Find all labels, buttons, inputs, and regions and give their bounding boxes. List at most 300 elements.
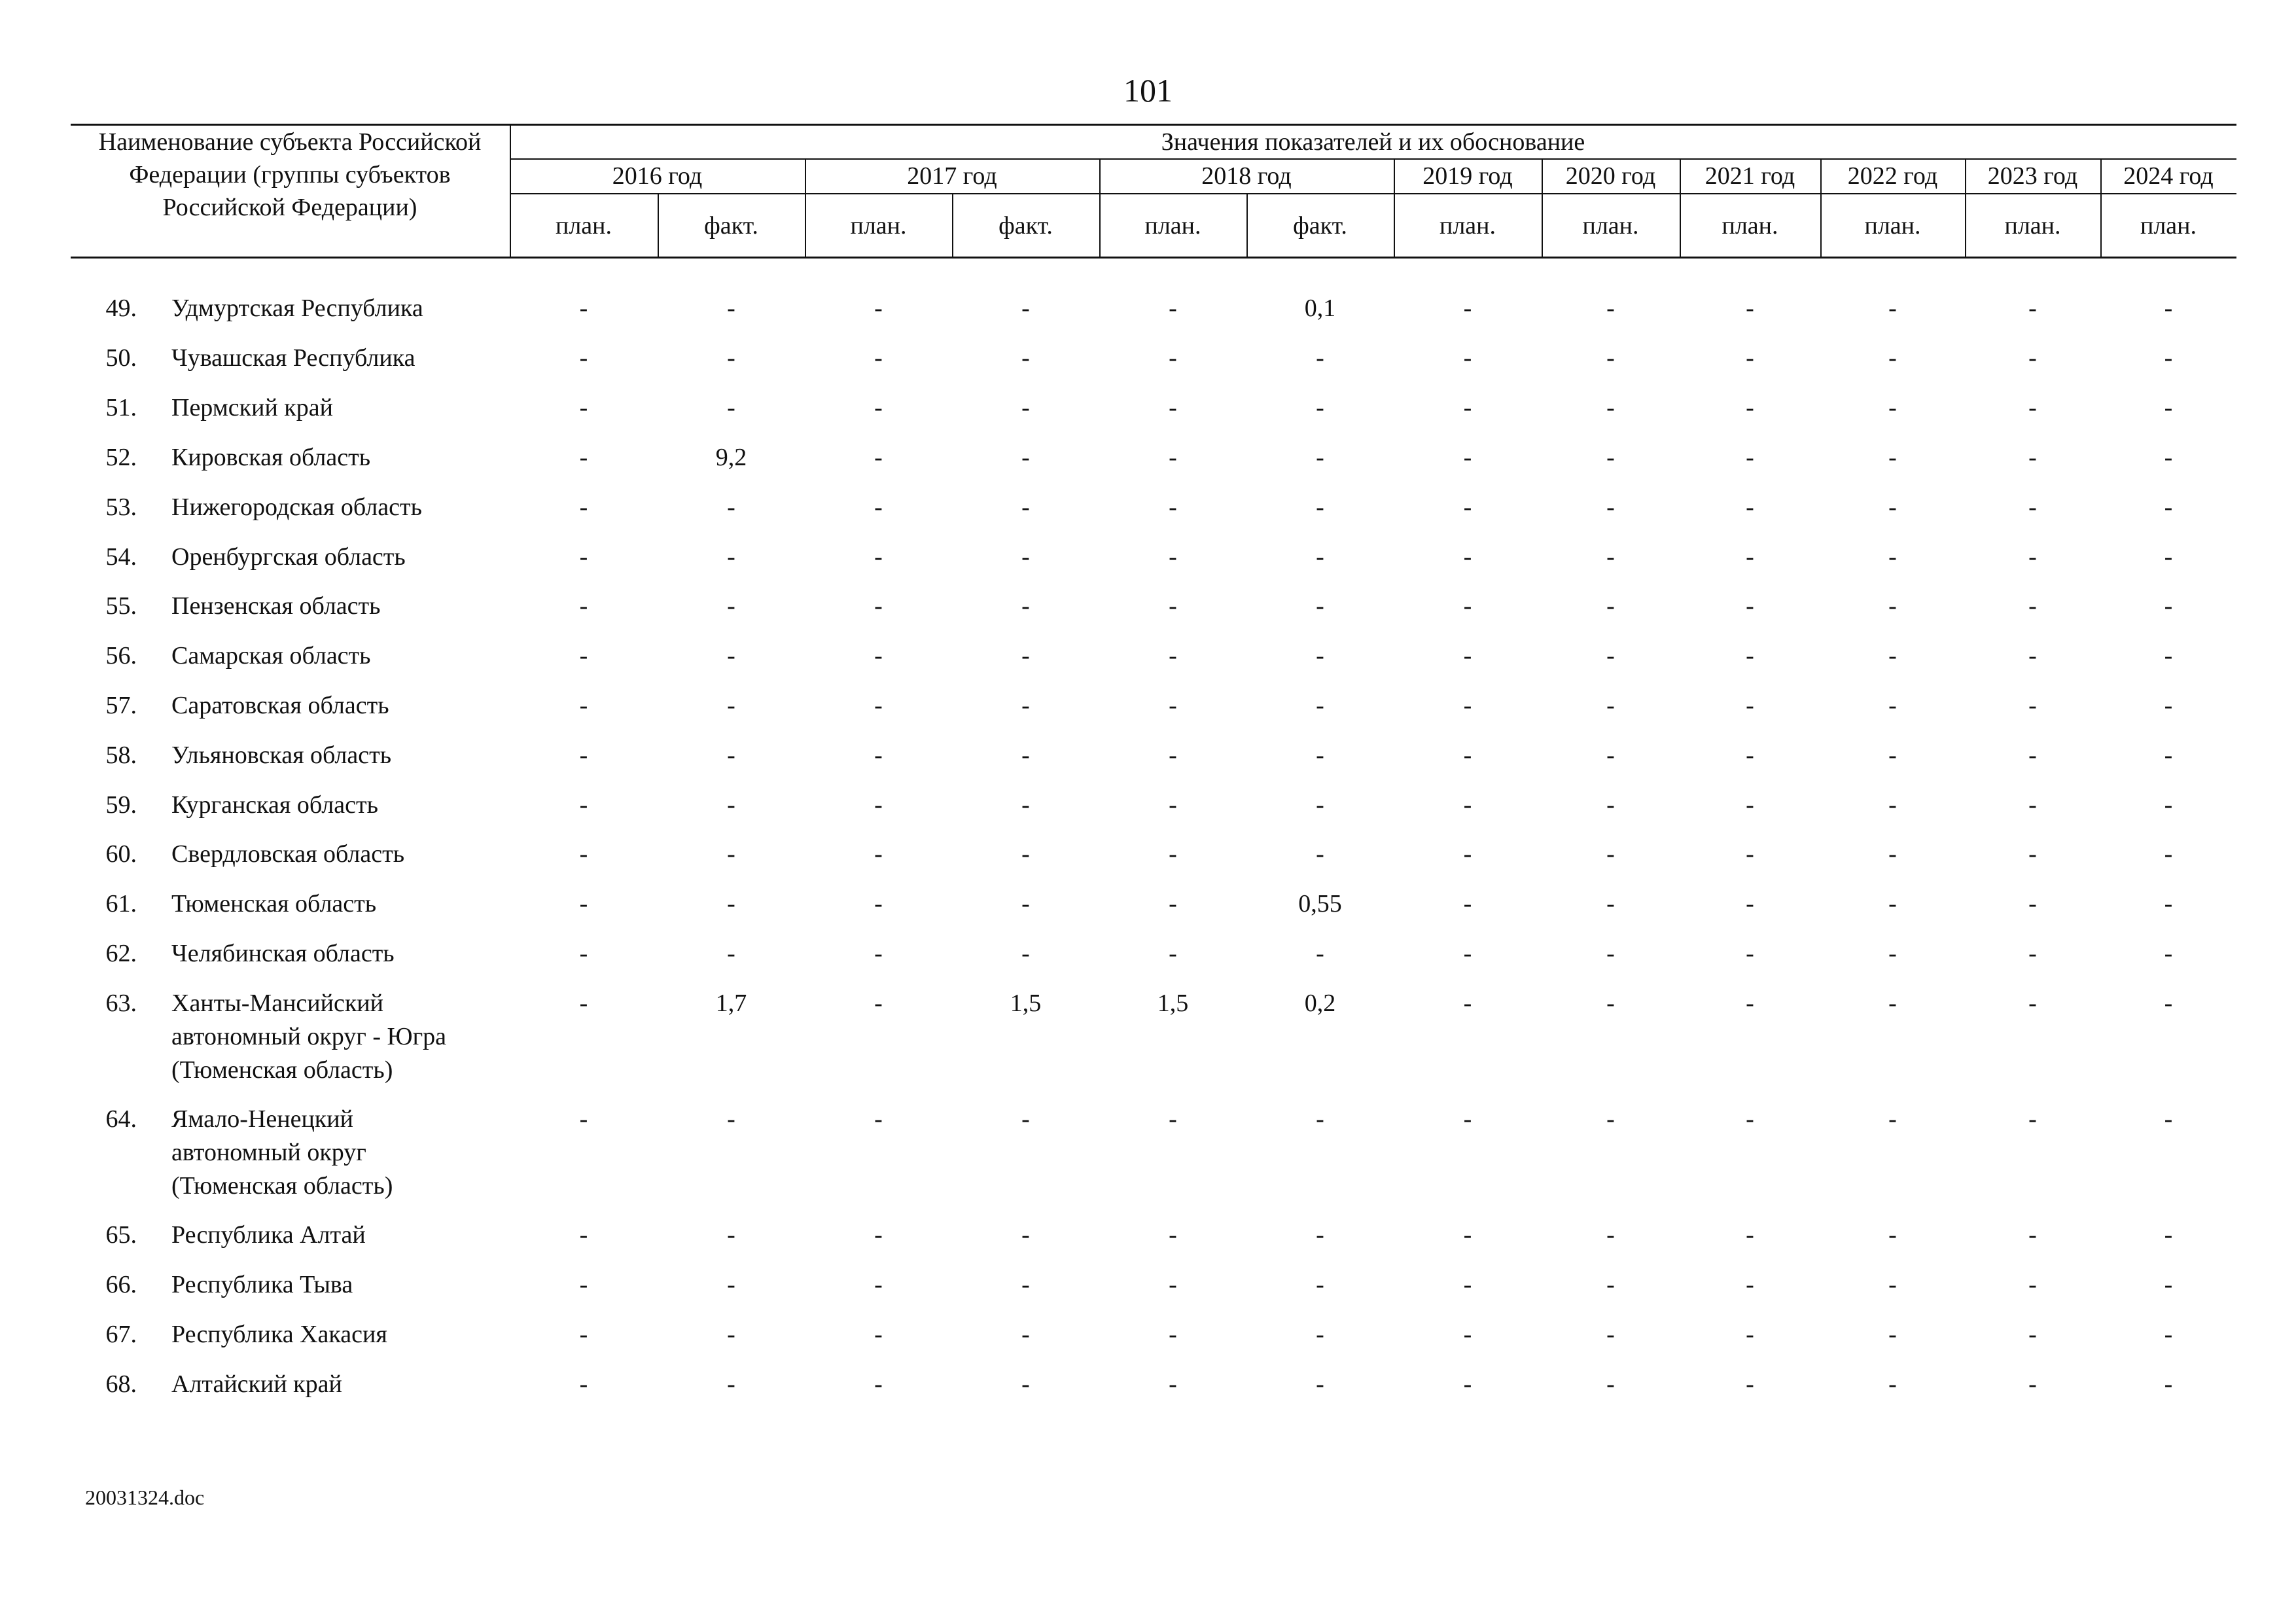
value-cell: - xyxy=(1606,1105,1615,1133)
value-cell: - xyxy=(874,642,883,669)
value-cell: - xyxy=(1316,444,1324,471)
value-cell: - xyxy=(1746,741,1754,769)
value-cell: - xyxy=(1746,543,1754,571)
value-cell: - xyxy=(1316,543,1324,571)
year-header: 2017 год xyxy=(907,162,997,190)
value-cell: - xyxy=(1746,840,1754,868)
value-cell: - xyxy=(579,791,588,819)
year-divider xyxy=(2100,158,2102,257)
subject-name: Республика Алтай xyxy=(171,1221,366,1249)
row-number: 68. xyxy=(105,1370,137,1398)
value-cell: - xyxy=(1606,1370,1615,1398)
value-cell: - xyxy=(2028,940,2037,967)
subject-name: Алтайский край xyxy=(171,1370,342,1398)
value-cell: - xyxy=(1606,444,1615,471)
value-cell: - xyxy=(2164,344,2173,372)
row-number: 61. xyxy=(105,890,137,918)
value-cell: - xyxy=(1888,493,1897,521)
value-cell: - xyxy=(727,294,735,322)
value-cell: - xyxy=(579,642,588,669)
value-cell: - xyxy=(1746,1105,1754,1133)
value-cell: - xyxy=(1888,890,1897,918)
value-cell: - xyxy=(1606,344,1615,372)
value-cell: - xyxy=(1316,344,1324,372)
value-cell: - xyxy=(579,890,588,918)
value-cell: - xyxy=(1746,493,1754,521)
value-cell: - xyxy=(1888,444,1897,471)
value-cell: - xyxy=(1021,444,1030,471)
value-cell: - xyxy=(2028,741,2037,769)
value-cell: - xyxy=(1021,1221,1030,1249)
value-cell: - xyxy=(1169,592,1177,620)
value-cell: - xyxy=(1606,692,1615,719)
value-cell: - xyxy=(874,543,883,571)
value-cell: - xyxy=(1606,1321,1615,1348)
value-cell: - xyxy=(579,1105,588,1133)
value-cell: - xyxy=(874,344,883,372)
value-cell: - xyxy=(874,940,883,967)
value-cell: - xyxy=(1021,940,1030,967)
subject-name: Курганская область xyxy=(171,791,378,819)
value-cell: - xyxy=(2164,1221,2173,1249)
value-cell: 1,5 xyxy=(1010,990,1042,1017)
value-cell: - xyxy=(1021,1321,1030,1348)
sub-header: план. xyxy=(1722,212,1778,240)
value-cell: - xyxy=(2028,840,2037,868)
sub-header: план. xyxy=(2004,212,2061,240)
value-cell: - xyxy=(1746,394,1754,421)
value-cell: - xyxy=(1463,543,1472,571)
value-cell: - xyxy=(1169,642,1177,669)
value-cell: - xyxy=(874,394,883,421)
value-cell: - xyxy=(1316,592,1324,620)
subject-name: Пермский край xyxy=(171,394,333,421)
sub-header: план. xyxy=(1439,212,1496,240)
year-divider xyxy=(1394,158,1395,257)
value-cell: - xyxy=(1169,294,1177,322)
subject-name: Пензенская область xyxy=(171,592,381,620)
value-cell: - xyxy=(1021,692,1030,719)
value-cell: - xyxy=(727,1221,735,1249)
value-cell: - xyxy=(874,741,883,769)
value-cell: 9,2 xyxy=(715,444,747,471)
row-number: 62. xyxy=(105,940,137,967)
value-cell: - xyxy=(2028,444,2037,471)
value-cell: - xyxy=(1746,642,1754,669)
sub-header: план. xyxy=(1582,212,1639,240)
value-cell: - xyxy=(1463,493,1472,521)
value-cell: - xyxy=(1606,294,1615,322)
value-cell: - xyxy=(1316,493,1324,521)
value-cell: - xyxy=(1021,344,1030,372)
value-cell: - xyxy=(1606,394,1615,421)
subject-name: Ульяновская область xyxy=(171,741,392,769)
value-cell: - xyxy=(1316,642,1324,669)
value-cell: - xyxy=(2028,294,2037,322)
value-cell: - xyxy=(2164,642,2173,669)
page-number: 101 xyxy=(1123,72,1173,109)
name-column-divider xyxy=(510,124,511,257)
value-cell: - xyxy=(1606,741,1615,769)
value-cell: - xyxy=(1169,493,1177,521)
value-cell: - xyxy=(579,394,588,421)
value-cell: - xyxy=(874,990,883,1017)
value-cell: - xyxy=(1888,344,1897,372)
subject-name: Республика Хакасия xyxy=(171,1321,387,1348)
subject-name: (Тюменская область) xyxy=(171,1172,393,1200)
value-cell: - xyxy=(1888,642,1897,669)
year-header: 2022 год xyxy=(1847,162,1938,190)
value-cell: - xyxy=(1463,592,1472,620)
value-cell: - xyxy=(1746,344,1754,372)
value-cell: - xyxy=(1021,543,1030,571)
value-cell: - xyxy=(1746,294,1754,322)
value-cell: - xyxy=(1316,1271,1324,1298)
value-cell: - xyxy=(1606,1221,1615,1249)
header-top-rule xyxy=(71,124,2236,126)
value-cell: - xyxy=(2164,1370,2173,1398)
value-cell: - xyxy=(1888,1370,1897,1398)
subject-name: автономный округ xyxy=(171,1139,366,1166)
value-cell: - xyxy=(579,1221,588,1249)
subject-name: автономный округ - Югра xyxy=(171,1023,447,1050)
value-cell: - xyxy=(1169,791,1177,819)
subject-name: Ямало-Ненецкий xyxy=(171,1105,353,1133)
value-cell: 0,1 xyxy=(1304,294,1336,322)
value-cell: - xyxy=(727,940,735,967)
value-cell: - xyxy=(1463,1321,1472,1348)
header-bottom-rule xyxy=(71,257,2236,259)
subject-name: Челябинская область xyxy=(171,940,395,967)
plan-fact-divider xyxy=(1246,193,1248,257)
value-cell: - xyxy=(2028,344,2037,372)
value-cell: - xyxy=(1169,741,1177,769)
value-cell: - xyxy=(1169,692,1177,719)
year-header: 2016 год xyxy=(612,162,703,190)
value-cell: - xyxy=(1463,1370,1472,1398)
value-cell: - xyxy=(1746,940,1754,967)
value-cell: - xyxy=(1888,940,1897,967)
value-cell: - xyxy=(1169,840,1177,868)
value-cell: - xyxy=(2028,692,2037,719)
year-divider xyxy=(805,158,806,257)
value-cell: - xyxy=(579,1321,588,1348)
value-cell: - xyxy=(874,1221,883,1249)
value-cell: - xyxy=(579,840,588,868)
value-cell: - xyxy=(579,990,588,1017)
value-cell: - xyxy=(1888,990,1897,1017)
subject-name: Ханты-Мансийский xyxy=(171,990,383,1017)
value-cell: - xyxy=(727,840,735,868)
value-cell: - xyxy=(1021,294,1030,322)
value-cell: - xyxy=(1169,1321,1177,1348)
plan-fact-divider xyxy=(952,193,953,257)
value-cell: - xyxy=(1463,741,1472,769)
row-number: 58. xyxy=(105,741,137,769)
value-cell: - xyxy=(1888,294,1897,322)
year-header: 2024 год xyxy=(2123,162,2214,190)
value-cell: - xyxy=(1021,1370,1030,1398)
value-cell: - xyxy=(874,791,883,819)
value-cell: - xyxy=(1316,940,1324,967)
value-cell: - xyxy=(874,1370,883,1398)
value-cell: - xyxy=(2164,990,2173,1017)
sub-header: факт. xyxy=(1293,212,1347,240)
value-cell: - xyxy=(1169,1105,1177,1133)
value-cell: - xyxy=(2164,890,2173,918)
value-cell: 1,5 xyxy=(1157,990,1189,1017)
value-cell: - xyxy=(2164,741,2173,769)
subject-name: Республика Тыва xyxy=(171,1271,353,1298)
value-cell: - xyxy=(2164,444,2173,471)
value-cell: - xyxy=(727,1321,735,1348)
sub-header: факт. xyxy=(998,212,1053,240)
value-cell: - xyxy=(1169,1221,1177,1249)
row-number: 59. xyxy=(105,791,137,819)
value-cell: - xyxy=(1463,642,1472,669)
row-number: 51. xyxy=(105,394,137,421)
value-cell: - xyxy=(1746,1221,1754,1249)
value-cell: - xyxy=(727,592,735,620)
year-divider xyxy=(1820,158,1822,257)
value-cell: - xyxy=(579,1271,588,1298)
value-cell: - xyxy=(2028,642,2037,669)
year-row-rule xyxy=(510,158,2236,160)
value-cell: - xyxy=(1463,444,1472,471)
value-cell: - xyxy=(1021,1105,1030,1133)
value-cell: - xyxy=(1169,444,1177,471)
value-cell: - xyxy=(874,294,883,322)
subject-name: Нижегородская область xyxy=(171,493,422,521)
year-divider xyxy=(1680,158,1681,257)
row-number: 57. xyxy=(105,692,137,719)
year-header: 2018 год xyxy=(1201,162,1292,190)
value-cell: - xyxy=(1021,890,1030,918)
row-number: 63. xyxy=(105,990,137,1017)
sub-header: факт. xyxy=(704,212,758,240)
value-cell: - xyxy=(1021,1271,1030,1298)
value-cell: - xyxy=(1888,791,1897,819)
value-cell: - xyxy=(1606,642,1615,669)
value-cell: - xyxy=(1316,1321,1324,1348)
value-cell: - xyxy=(579,940,588,967)
value-cell: - xyxy=(1316,394,1324,421)
value-cell: - xyxy=(727,543,735,571)
value-cell: - xyxy=(1316,791,1324,819)
year-header: 2023 год xyxy=(1987,162,2078,190)
year-header: 2020 год xyxy=(1565,162,1656,190)
sub-header: план. xyxy=(1864,212,1921,240)
value-cell: - xyxy=(2164,543,2173,571)
value-cell: - xyxy=(1463,1271,1472,1298)
value-cell: - xyxy=(1746,592,1754,620)
value-cell: - xyxy=(1463,990,1472,1017)
value-cell: - xyxy=(2164,493,2173,521)
value-cell: - xyxy=(1888,592,1897,620)
value-cell: - xyxy=(727,394,735,421)
value-cell: - xyxy=(1888,840,1897,868)
value-cell: - xyxy=(1463,890,1472,918)
value-cell: - xyxy=(1746,1370,1754,1398)
value-cell: - xyxy=(1746,692,1754,719)
value-cell: - xyxy=(1888,1321,1897,1348)
value-cell: - xyxy=(874,592,883,620)
value-cell: - xyxy=(2028,1321,2037,1348)
value-cell: - xyxy=(1888,543,1897,571)
value-cell: - xyxy=(2028,791,2037,819)
value-cell: - xyxy=(579,592,588,620)
value-cell: - xyxy=(2028,592,2037,620)
value-cell: - xyxy=(1021,840,1030,868)
value-cell: - xyxy=(1463,791,1472,819)
value-cell: - xyxy=(727,791,735,819)
subject-name: (Тюменская область) xyxy=(171,1056,393,1084)
value-cell: - xyxy=(2028,1271,2037,1298)
row-number: 55. xyxy=(105,592,137,620)
value-cell: - xyxy=(874,692,883,719)
value-cell: - xyxy=(2164,394,2173,421)
value-cell: - xyxy=(2028,990,2037,1017)
value-cell: - xyxy=(1021,592,1030,620)
value-cell: - xyxy=(579,344,588,372)
value-cell: - xyxy=(1463,294,1472,322)
value-cell: - xyxy=(2028,493,2037,521)
value-cell: - xyxy=(727,1271,735,1298)
row-number: 66. xyxy=(105,1271,137,1298)
value-cell: - xyxy=(1606,840,1615,868)
value-cell: - xyxy=(2028,890,2037,918)
value-cell: - xyxy=(874,890,883,918)
value-cell: - xyxy=(2164,1271,2173,1298)
value-cell: - xyxy=(2164,1105,2173,1133)
value-cell: - xyxy=(1169,890,1177,918)
value-cell: - xyxy=(727,493,735,521)
value-cell: - xyxy=(727,642,735,669)
value-cell: - xyxy=(1463,840,1472,868)
value-cell: - xyxy=(1316,1370,1324,1398)
subject-name: Самарская область xyxy=(171,642,371,669)
year-divider xyxy=(1542,158,1543,257)
value-cell: - xyxy=(2164,840,2173,868)
subject-name: Саратовская область xyxy=(171,692,389,719)
row-number: 64. xyxy=(105,1105,137,1133)
sub-header: план. xyxy=(1144,212,1201,240)
value-cell: - xyxy=(1746,1271,1754,1298)
value-cell: - xyxy=(1606,592,1615,620)
value-cell: - xyxy=(1463,940,1472,967)
value-cell: - xyxy=(1021,642,1030,669)
value-cell: - xyxy=(1021,394,1030,421)
document-filename: 20031324.doc xyxy=(85,1486,205,1509)
value-cell: - xyxy=(874,1321,883,1348)
value-cell: - xyxy=(1746,890,1754,918)
value-cell: - xyxy=(1606,940,1615,967)
value-cell: - xyxy=(1021,493,1030,521)
value-cell: - xyxy=(579,692,588,719)
subject-name: Свердловская область xyxy=(171,840,405,868)
value-cell: - xyxy=(727,1105,735,1133)
subject-name: Удмуртская Республика xyxy=(171,294,423,322)
row-number: 52. xyxy=(105,444,137,471)
value-cell: - xyxy=(1316,692,1324,719)
value-cell: - xyxy=(1888,394,1897,421)
value-cell: - xyxy=(1606,791,1615,819)
value-cell: - xyxy=(579,493,588,521)
value-cell: - xyxy=(1463,692,1472,719)
value-cell: - xyxy=(579,1370,588,1398)
subheader-row-rule xyxy=(510,193,2236,194)
year-header: 2019 год xyxy=(1422,162,1513,190)
value-cell: - xyxy=(579,543,588,571)
value-cell: - xyxy=(1746,990,1754,1017)
value-cell: - xyxy=(727,890,735,918)
row-number: 49. xyxy=(105,294,137,322)
subject-name: Кировская область xyxy=(171,444,371,471)
subject-name: Оренбургская область xyxy=(171,543,406,571)
column-header-values: Значения показателей и их обоснование xyxy=(1161,128,1585,156)
subject-name: Тюменская область xyxy=(171,890,377,918)
value-cell: - xyxy=(1463,394,1472,421)
value-cell: - xyxy=(1169,344,1177,372)
value-cell: - xyxy=(1463,1105,1472,1133)
value-cell: - xyxy=(579,741,588,769)
row-number: 56. xyxy=(105,642,137,669)
value-cell: 1,7 xyxy=(715,990,747,1017)
value-cell: - xyxy=(2028,1370,2037,1398)
value-cell: - xyxy=(579,294,588,322)
value-cell: - xyxy=(1316,1221,1324,1249)
value-cell: - xyxy=(874,1271,883,1298)
value-cell: - xyxy=(2028,1105,2037,1133)
plan-fact-divider xyxy=(658,193,659,257)
value-cell: - xyxy=(1888,741,1897,769)
value-cell: - xyxy=(1021,741,1030,769)
subject-name: Чувашская Республика xyxy=(171,344,415,372)
sub-header: план. xyxy=(850,212,907,240)
value-cell: - xyxy=(874,444,883,471)
sub-header: план. xyxy=(555,212,612,240)
sub-header: план. xyxy=(2140,212,2197,240)
value-cell: - xyxy=(2164,940,2173,967)
row-number: 50. xyxy=(105,344,137,372)
value-cell: - xyxy=(874,493,883,521)
value-cell: - xyxy=(2028,1221,2037,1249)
value-cell: - xyxy=(1463,344,1472,372)
value-cell: - xyxy=(2164,791,2173,819)
value-cell: - xyxy=(727,1370,735,1398)
column-header-subject-name: Наименование субъекта Российской Федерации (группы субъектов Российской Федерации) xyxy=(98,128,482,221)
value-cell: - xyxy=(1606,1271,1615,1298)
value-cell: - xyxy=(727,344,735,372)
value-cell: - xyxy=(1746,791,1754,819)
row-number: 53. xyxy=(105,493,137,521)
row-number: 54. xyxy=(105,543,137,571)
value-cell: - xyxy=(1021,791,1030,819)
year-header: 2021 год xyxy=(1704,162,1795,190)
value-cell: - xyxy=(1316,741,1324,769)
value-cell: - xyxy=(727,692,735,719)
value-cell: - xyxy=(1169,940,1177,967)
year-divider xyxy=(1099,158,1101,257)
value-cell: - xyxy=(1888,1271,1897,1298)
value-cell: - xyxy=(1463,1221,1472,1249)
value-cell: - xyxy=(2164,294,2173,322)
value-cell: - xyxy=(1606,493,1615,521)
value-cell: - xyxy=(1746,1321,1754,1348)
value-cell: - xyxy=(1316,840,1324,868)
value-cell: - xyxy=(1169,1370,1177,1398)
value-cell: - xyxy=(727,741,735,769)
